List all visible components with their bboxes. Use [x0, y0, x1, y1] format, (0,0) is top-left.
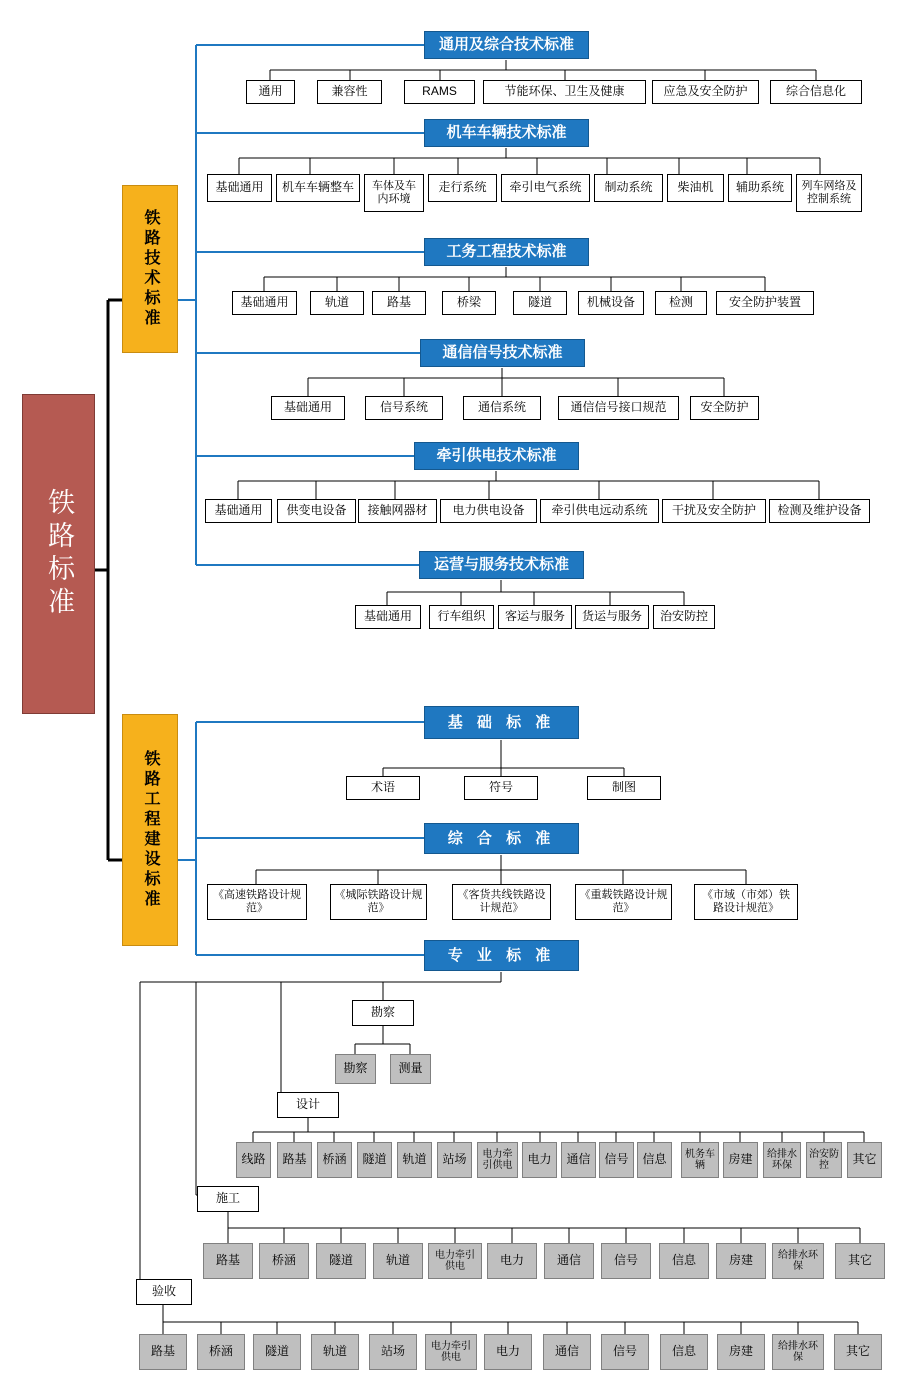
leaf-item[interactable]: 基础通用	[205, 499, 272, 523]
leaf-item[interactable]: 《城际铁路设计规范》	[330, 884, 427, 920]
stage-construction[interactable]: 施工	[197, 1186, 259, 1212]
leaf-item[interactable]: 信息	[659, 1243, 709, 1279]
leaf-item[interactable]: 勘察	[335, 1054, 376, 1084]
leaf-item[interactable]: 治安防控	[806, 1142, 842, 1178]
stage-survey[interactable]: 勘察	[352, 1000, 414, 1026]
leaf-item[interactable]: 轨道	[310, 291, 364, 315]
leaf-item[interactable]: 桥涵	[259, 1243, 309, 1279]
leaf-item[interactable]: 路基	[203, 1243, 253, 1279]
leaf-item[interactable]: 客运与服务	[498, 605, 572, 629]
leaf-item[interactable]: 信号	[601, 1243, 651, 1279]
leaf-item[interactable]: 其它	[847, 1142, 882, 1178]
leaf-item[interactable]: 其它	[835, 1243, 885, 1279]
leaf-item[interactable]: 安全防护装置	[716, 291, 814, 315]
leaf-item[interactable]: 行车组织	[429, 605, 494, 629]
leaf-item[interactable]: 信息	[637, 1142, 672, 1178]
leaf-item[interactable]: 轨道	[311, 1334, 359, 1370]
leaf-item[interactable]: 通用	[246, 80, 295, 104]
leaf-item[interactable]: 路基	[139, 1334, 187, 1370]
leaf-item[interactable]: 列车网络及控制系统	[796, 174, 862, 212]
leaf-item[interactable]: 电力	[522, 1142, 557, 1178]
leaf-item[interactable]: 隧道	[253, 1334, 301, 1370]
leaf-item[interactable]: 通信信号接口规范	[558, 396, 679, 420]
leaf-item[interactable]: 制动系统	[594, 174, 663, 202]
leaf-item[interactable]: 柴油机	[667, 174, 724, 202]
leaf-item[interactable]: RAMS	[404, 80, 475, 104]
leaf-item[interactable]: 应急及安全防护	[652, 80, 759, 104]
root-node	[22, 394, 95, 714]
leaf-item[interactable]: 兼容性	[317, 80, 382, 104]
leaf-item[interactable]: 综合信息化	[770, 80, 862, 104]
group-title-traction-power-supply[interactable]: 牵引供电技术标准	[414, 442, 579, 470]
leaf-item[interactable]: 走行系统	[428, 174, 497, 202]
branch-label: 铁路技术标准	[142, 209, 159, 329]
leaf-item[interactable]: 桥涵	[197, 1334, 245, 1370]
leaf-item[interactable]: 电力牵引供电	[425, 1334, 477, 1370]
leaf-item[interactable]: 制图	[587, 776, 661, 800]
leaf-item[interactable]: 辅助系统	[728, 174, 792, 202]
leaf-item[interactable]: 通信系统	[463, 396, 541, 420]
leaf-item[interactable]: 给排水环保	[772, 1334, 824, 1370]
leaf-item[interactable]: 路基	[372, 291, 426, 315]
group-title-track-engineering[interactable]: 工务工程技术标准	[424, 238, 589, 266]
leaf-item[interactable]: 路基	[277, 1142, 312, 1178]
leaf-item[interactable]: 给排水环保	[772, 1243, 824, 1279]
leaf-item[interactable]: 节能环保、卫生及健康	[483, 80, 646, 104]
leaf-item[interactable]: 基础通用	[232, 291, 297, 315]
leaf-item[interactable]: 信息	[660, 1334, 708, 1370]
leaf-item[interactable]: 货运与服务	[575, 605, 649, 629]
leaf-item[interactable]: 信号	[599, 1142, 634, 1178]
leaf-item[interactable]: 信号系统	[365, 396, 443, 420]
leaf-item[interactable]: 术语	[346, 776, 420, 800]
group-title-professional-standards[interactable]: 专 业 标 准	[424, 940, 579, 971]
leaf-item[interactable]: 基础通用	[271, 396, 345, 420]
leaf-item[interactable]: 房建	[717, 1334, 765, 1370]
leaf-item[interactable]: 站场	[369, 1334, 417, 1370]
leaf-item[interactable]: 车体及车内环境	[364, 174, 424, 212]
leaf-item[interactable]: 线路	[236, 1142, 271, 1178]
leaf-item[interactable]: 隧道	[513, 291, 567, 315]
root-label: 铁路标准	[44, 488, 75, 620]
leaf-item[interactable]: 治安防控	[653, 605, 715, 629]
branch-railway-technical-standards[interactable]	[122, 185, 178, 353]
leaf-item[interactable]: 电力	[487, 1243, 537, 1279]
group-title-basic-standards[interactable]: 基 础 标 准	[424, 706, 579, 739]
leaf-item[interactable]: 通信	[561, 1142, 596, 1178]
leaf-item[interactable]: 通信	[544, 1243, 594, 1279]
leaf-item[interactable]: 站场	[437, 1142, 472, 1178]
leaf-item[interactable]: 机械设备	[578, 291, 644, 315]
leaf-item[interactable]: 《市域（市郊）铁路设计规范》	[694, 884, 798, 920]
leaf-item[interactable]: 电力	[484, 1334, 532, 1370]
leaf-item[interactable]: 轨道	[373, 1243, 423, 1279]
leaf-item[interactable]: 隧道	[316, 1243, 366, 1279]
leaf-item[interactable]: 安全防护	[690, 396, 759, 420]
leaf-item[interactable]: 房建	[716, 1243, 766, 1279]
leaf-item[interactable]: 接触网器材	[358, 499, 437, 523]
leaf-item[interactable]: 符号	[464, 776, 538, 800]
branch-railway-engineering-construction-standards[interactable]	[122, 714, 178, 946]
leaf-item[interactable]: 电力牵引供电	[477, 1142, 518, 1178]
leaf-item[interactable]: 《高速铁路设计规范》	[207, 884, 307, 920]
stage-design[interactable]: 设计	[277, 1092, 339, 1118]
leaf-item[interactable]: 检测	[655, 291, 707, 315]
leaf-item[interactable]: 机务车辆	[681, 1142, 719, 1178]
leaf-item[interactable]: 牵引电气系统	[501, 174, 590, 202]
group-title-comprehensive-standards[interactable]: 综 合 标 准	[424, 823, 579, 854]
leaf-item[interactable]: 基础通用	[207, 174, 272, 202]
leaf-item[interactable]: 桥涵	[317, 1142, 352, 1178]
group-title-communication-signal[interactable]: 通信信号技术标准	[420, 339, 585, 367]
leaf-item[interactable]: 机车车辆整车	[276, 174, 360, 202]
group-title-operation-service[interactable]: 运营与服务技术标准	[419, 551, 584, 579]
leaf-item[interactable]: 电力牵引供电	[428, 1243, 482, 1279]
branch-label: 铁路工程建设标准	[142, 750, 159, 910]
group-title-locomotive-rolling-stock[interactable]: 机车车辆技术标准	[424, 119, 589, 147]
leaf-item[interactable]: 电力供电设备	[440, 499, 537, 523]
leaf-item[interactable]: 《客货共线铁路设计规范》	[452, 884, 551, 920]
leaf-item[interactable]: 隧道	[357, 1142, 392, 1178]
leaf-item[interactable]: 桥梁	[442, 291, 496, 315]
leaf-item[interactable]: 供变电设备	[277, 499, 356, 523]
leaf-item[interactable]: 轨道	[397, 1142, 432, 1178]
leaf-item[interactable]: 基础通用	[355, 605, 421, 629]
leaf-item[interactable]: 房建	[723, 1142, 758, 1178]
leaf-item[interactable]: 信号	[601, 1334, 649, 1370]
leaf-item[interactable]: 牵引供电远动系统	[540, 499, 659, 523]
leaf-item[interactable]: 检测及维护设备	[769, 499, 870, 523]
leaf-item[interactable]: 通信	[543, 1334, 591, 1370]
leaf-item[interactable]: 《重载铁路设计规范》	[575, 884, 672, 920]
leaf-item[interactable]: 干扰及安全防护	[662, 499, 766, 523]
leaf-item[interactable]: 给排水环保	[763, 1142, 801, 1178]
leaf-item[interactable]: 测量	[390, 1054, 431, 1084]
stage-acceptance[interactable]: 验收	[136, 1279, 192, 1305]
leaf-item[interactable]: 其它	[834, 1334, 882, 1370]
group-title-general-comprehensive[interactable]: 通用及综合技术标准	[424, 31, 589, 59]
